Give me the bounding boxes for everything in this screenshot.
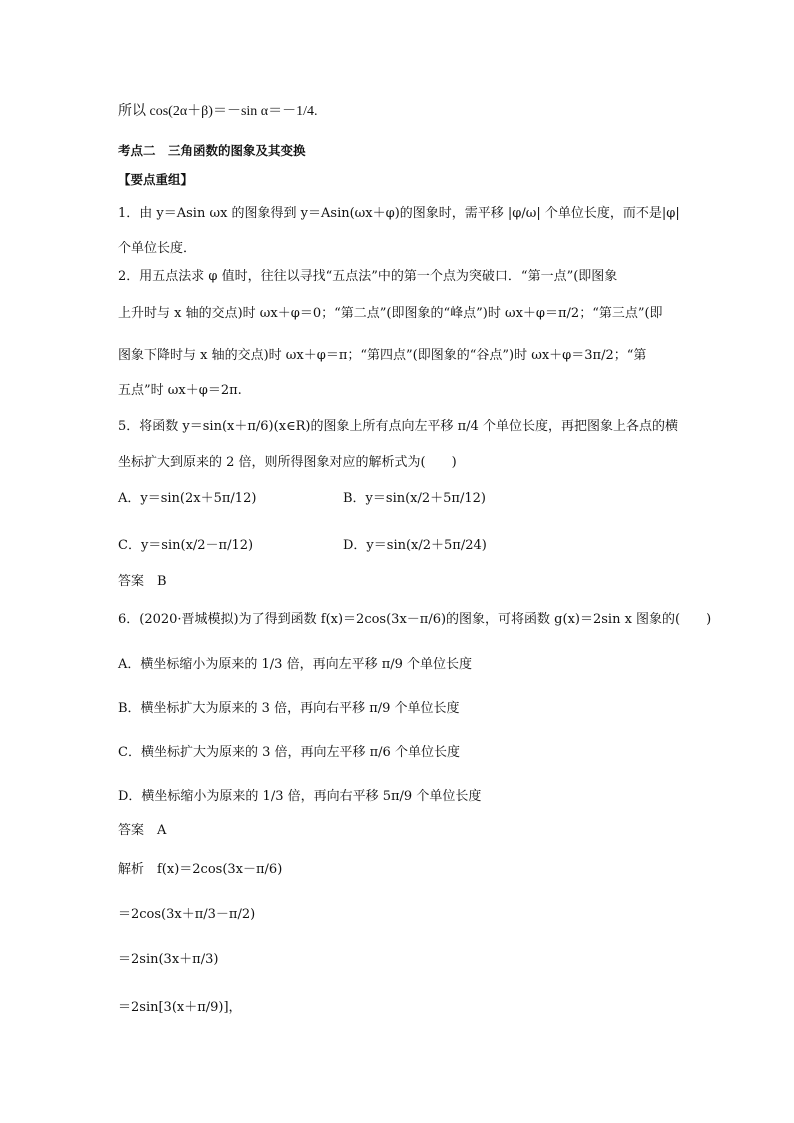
key-point-1-line-2: 个单位长度． <box>118 241 197 256</box>
key-point-2-line-2: 上升时与 x 轴的交点)时 ωx＋φ＝0；“第二点”(即图象的“峰点”)时 ωx＋φ＝π/2；“第三点”(即 <box>118 306 663 321</box>
question-5-line-2: 坐标扩大到原来的 2 倍，则所得图象对应的解析式为( ) <box>118 455 457 470</box>
question-6-analysis-line-4: ＝2sin[3(x＋π/9)]， <box>118 1000 242 1015</box>
question-6-answer: 答案 A <box>118 823 167 838</box>
question-6-analysis-line-2: ＝2cos(3x＋π/3－π/2) <box>118 907 256 922</box>
question-5-answer: 答案 B <box>118 574 167 589</box>
question-5-option-a: A．y＝sin(2x＋5π/12) <box>118 491 257 506</box>
question-6-option-c: C．横坐标扩大为原来的 3 倍，再向左平移 π/6 个单位长度 <box>118 745 460 760</box>
key-point-2-line-3: 图象下降时与 x 轴的交点)时 ωx＋φ＝π；“第四点”(即图象的“谷点”)时 ωx＋φ＝3π/2；“第 <box>118 348 647 363</box>
question-5-option-c: C．y＝sin(x/2－π/12) <box>118 538 254 553</box>
key-point-2-line-1: 2．用五点法求 φ 值时，往往以寻找“五点法”中的第一个点为突破口．“第一点”(即图象 <box>118 269 618 284</box>
key-point-1-line-1: 1．由 y＝Asin ωx 的图象得到 y＝Asin(ωx＋φ)的图象时，需平移 |φ/ω| 个单位长度，而不是|φ| <box>118 206 680 221</box>
question-6-option-b: B．横坐标扩大为原来的 3 倍，再向右平移 π/9 个单位长度 <box>118 701 460 716</box>
question-6-option-d: D．横坐标缩小为原来的 1/3 倍，再向右平移 5π/9 个单位长度 <box>118 789 482 804</box>
key-points-heading: 【要点重组】 <box>118 172 194 187</box>
section-heading: 考点二 三角函数的图象及其变换 <box>118 143 306 158</box>
question-6-analysis-line-1: 解析 f(x)＝2cos(3x－π/6) <box>118 862 283 877</box>
question-5-option-d: D．y＝sin(x/2＋5π/24) <box>343 538 487 553</box>
solution-conclusion-line: 所以 cos(2α＋β)＝－sin α＝－1/4. <box>118 104 318 119</box>
question-5-line-1: 5．将函数 y＝sin(x＋π/6)(x∈R)的图象上所有点向左平移 π/4 个单位长度，再把图象上各点的横 <box>118 419 678 434</box>
question-6-option-a: A．横坐标缩小为原来的 1/3 倍，再向左平移 π/9 个单位长度 <box>118 657 473 672</box>
question-6-stem: 6．(2020·晋城模拟)为了得到函数 f(x)＝2cos(3x－π/6)的图象，可将函数 g(x)＝2sin x 图象的( ) <box>118 612 712 627</box>
question-6-analysis-line-3: ＝2sin(3x＋π/3) <box>118 952 219 967</box>
question-5-option-b: B．y＝sin(x/2＋5π/12) <box>343 491 486 506</box>
key-point-2-line-4: 五点”时 ωx＋φ＝2π. <box>118 383 242 398</box>
